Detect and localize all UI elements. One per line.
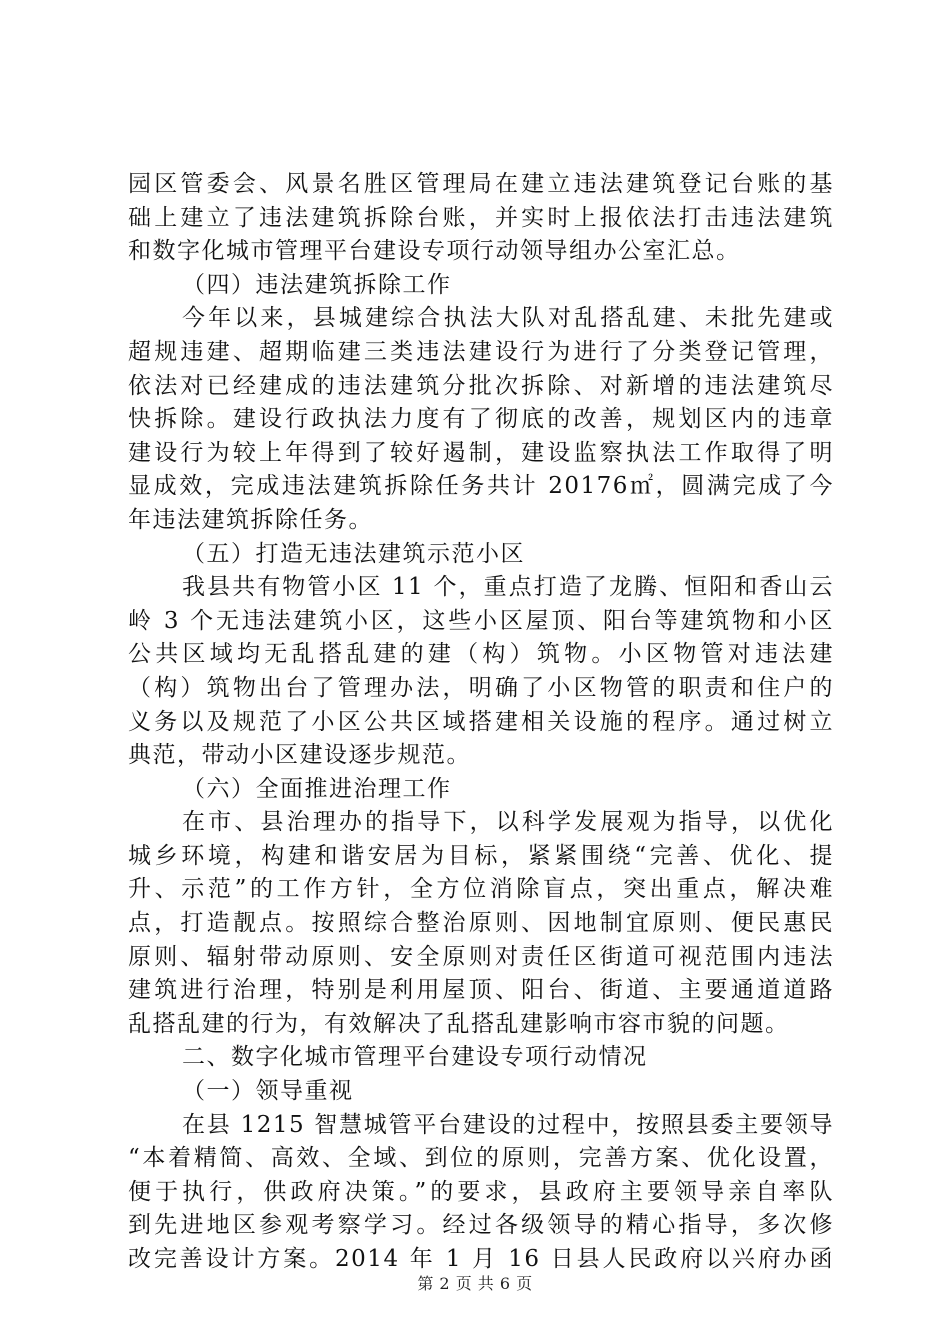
text-line: 城乡环境，构建和谐安居为目标，紧紧围绕“完善、优化、提 — [128, 842, 834, 869]
text-line: （六）全面推进治理工作 — [182, 775, 452, 802]
text-line: 点，打造靓点。按照综合整治原则、因地制宜原则、便民惠民 — [128, 910, 834, 937]
text-line: 年违法建筑拆除任务。 — [128, 506, 373, 533]
text-line: 快拆除。建设行政执法力度有了彻底的改善，规划区内的违章 — [128, 406, 834, 433]
text-line: 和数字化城市管理平台建设专项行动领导组办公室汇总。 — [128, 238, 741, 265]
text-line: 原则、辐射带动原则、安全原则对责任区街道可视范围内违法 — [128, 943, 834, 970]
text-line: 在市、县治理办的指导下，以科学发展观为指导，以优化 — [182, 809, 834, 836]
text-line: 园区管委会、风景名胜区管理局在建立违法建筑登记台账的基 — [128, 171, 834, 197]
text-line: （四）违法建筑拆除工作 — [182, 271, 452, 298]
text-line: （构）筑物出台了管理办法，明确了小区物管的职责和住户的 — [128, 674, 834, 701]
text-line: 我县共有物管小区 11 个，重点打造了龙腾、恒阳和香山云 — [182, 574, 834, 601]
text-line: 升、示范”的工作方针，全方位消除盲点，突出重点，解决难 — [128, 876, 834, 903]
text-line: 改完善设计方案。2014 年 1 月 16 日县人民政府以兴府办函 — [128, 1246, 834, 1272]
text-line: 二、数字化城市管理平台建设专项行动情况 — [182, 1044, 648, 1071]
text-line: 在县 1215 智慧城管平台建设的过程中，按照县委主要领导 — [182, 1111, 834, 1138]
text-line: 建设行为较上年得到了较好遏制，建设监察执法工作取得了明 — [128, 439, 834, 466]
text-line: 显成效，完成违法建筑拆除任务共计 20176㎡，圆满完成了今 — [128, 473, 834, 500]
text-line: 到先进地区参观考察学习。经过各级领导的精心指导，多次修 — [128, 1212, 834, 1239]
text-line: 今年以来，县城建综合执法大队对乱搭乱建、未批先建或 — [182, 305, 834, 332]
document-body — [128, 168, 834, 1277]
text-line: “本着精简、高效、全域、到位的原则，完善方案、优化设置， — [128, 1145, 834, 1172]
text-line: 础上建立了违法建筑拆除台账，并实时上报依法打击违法建筑 — [128, 204, 834, 231]
text-line: 岭 3 个无违法建筑小区，这些小区屋顶、阳台等建筑物和小区 — [128, 607, 834, 634]
page-footer: 第 2 页 共 6 页 — [417, 1274, 533, 1293]
text-line: 便于执行，供政府决策。”的要求，县政府主要领导亲自率队 — [128, 1178, 834, 1205]
text-line: 乱搭乱建的行为，有效解决了乱搭乱建影响市容市貌的问题。 — [128, 1010, 790, 1037]
text-line: 公共区域均无乱搭乱建的建（构）筑物。小区物管对违法建 — [128, 641, 834, 668]
text-line: 建筑进行治理，特别是利用屋顶、阳台、街道、主要通道道路 — [128, 977, 834, 1004]
text-line: 依法对已经建成的违法建筑分批次拆除、对新增的违法建筑尽 — [128, 372, 834, 399]
text-line: 典范，带动小区建设逐步规范。 — [128, 742, 471, 769]
text-line: 超规违建、超期临建三类违法建设行为进行了分类登记管理， — [128, 338, 834, 365]
text-line: 义务以及规范了小区公共区域搭建相关设施的程序。通过树立 — [128, 708, 834, 735]
text-line: （一）领导重视 — [182, 1078, 354, 1105]
text-line: （五）打造无违法建筑示范小区 — [182, 540, 525, 567]
